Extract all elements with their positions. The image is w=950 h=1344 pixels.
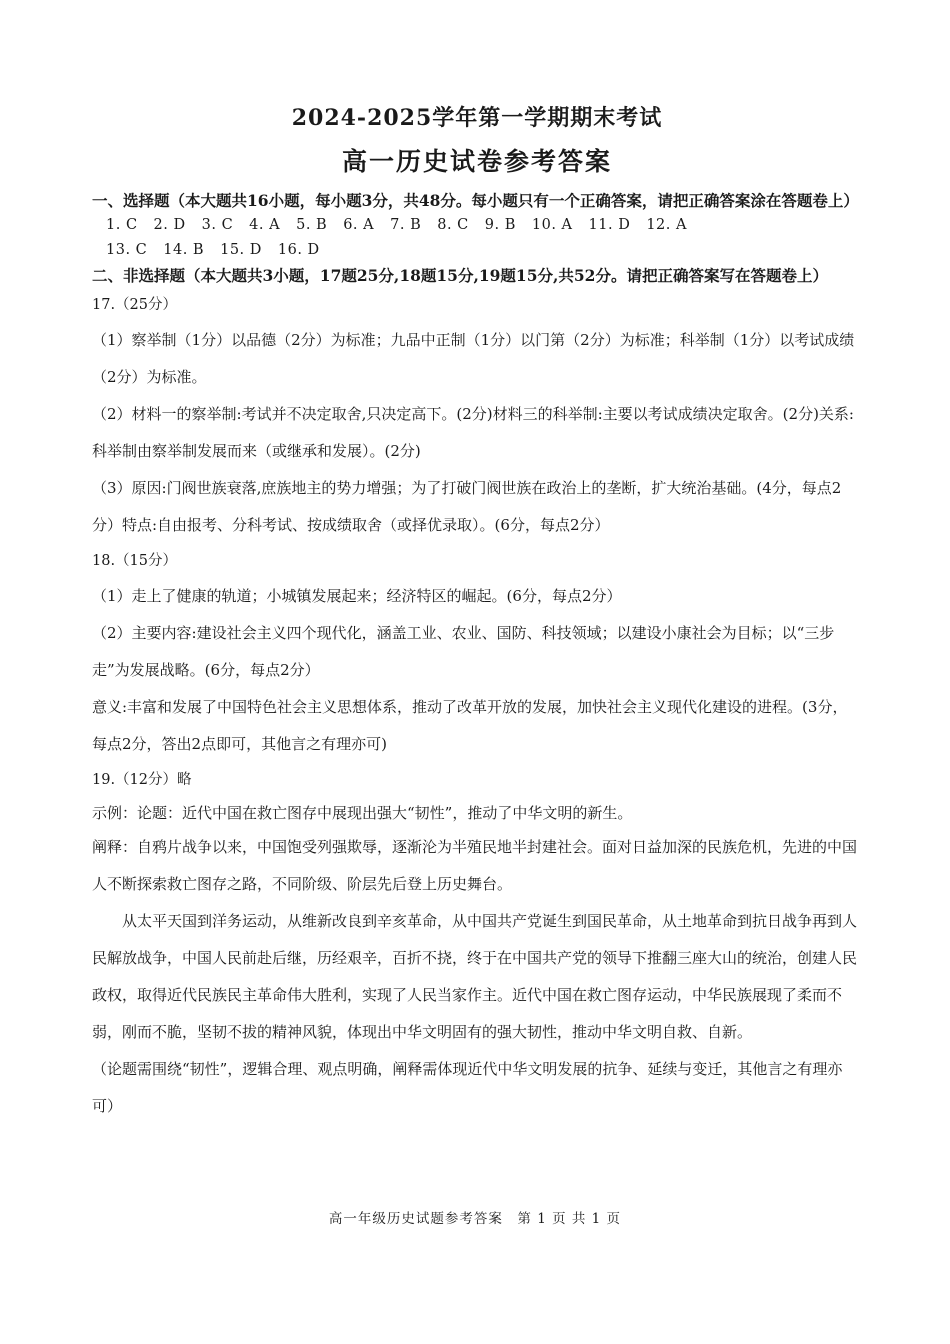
choice-answers-row1: [92, 213, 862, 238]
q17-part2: （2）材料一的察举制:考试并不决定取舍,只决定高下。(2分)材料三的科举制:主要以考试成绩决定取舍。(2分)关系:科举制由察举制发展而来（或继承和发展）。(2分): [92, 405, 854, 460]
answer-item: 1. C: [106, 217, 138, 233]
answer-item: 10. A: [531, 217, 573, 233]
answer-item: 15. D: [220, 242, 262, 258]
answer-item: 6. A: [343, 217, 375, 233]
answer-item: 9. B: [484, 217, 516, 233]
q18-number: 18.（15分）: [92, 553, 178, 569]
q17-part1: （1）察举制（1分）以品德（2分）为标准；九品中正制（1分）以门第（2分）为标准；科举制（1分）以考试成绩（2分）为标准。: [92, 331, 855, 386]
q19-number: 19.（12分）略: [92, 772, 192, 788]
q19-explanation: 阐释：自鸦片战争以来，中国饱受列强欺辱，逐渐沦为半殖民地半封建社会。面对日益加深的民族危机，先进的中国人不断探索救亡图存之路，不同阶级、阶层先后登上历史舞台。: [92, 838, 858, 893]
q18-significance: 意义:丰富和发展了中国特色社会主义思想体系，推动了改革开放的发展，加快社会主义现代化建设的进程。(3分，每点2分，答出2点即可，其他言之有理亦可): [92, 698, 848, 753]
section2-heading: 二、非选择题（本大题共3小题，17题25分,18题15分,19题15分,共52分。请把正确答案写在答题卷上）: [92, 266, 828, 285]
choice-answers-row2: [92, 238, 862, 263]
exam-title: 2024-2025学年第一学期期末考试: [291, 105, 663, 131]
answer-item: 11. D: [588, 217, 631, 233]
q19-grading-note: （论题需围绕“韧性”，逻辑合理、观点明确，阐释需体现近代中华文明发展的抗争、延续与变迁，其他言之有理亦可）: [92, 1060, 843, 1115]
answer-item: 5. B: [296, 217, 328, 233]
answer-item: 12. A: [646, 217, 687, 233]
answer-key-title: 高一历史试卷参考答案: [341, 147, 612, 176]
answer-item: 3. C: [201, 217, 234, 233]
q17-number: 17.（25分）: [92, 297, 178, 313]
q18-part2: （2）主要内容:建设社会主义四个现代化，涵盖工业、农业、国防、科技领域；以建设小康社会为目标；以“三步走”为发展战略。(6分，每点2分）: [92, 624, 835, 679]
q19-example: 示例：论题：近代中国在救亡图存中展现出强大“韧性”，推动了中华文明的新生。: [92, 804, 633, 822]
answer-item: 14. B: [163, 242, 205, 258]
q17-part3: （3）原因:门阀世族衰落,庶族地主的势力增强；为了打破门阀世族在政治上的垄断，扩大统治基础。(4分，每点2分）特点:自由报考、分科考试、按成绩取舍（或择优录取）。(6分，每点2分）: [92, 479, 842, 534]
section1-heading: 一、选择题（本大题共16小题，每小题3分，共48分。每小题只有一个正确答案，请把正确答案涂在答题卷上）: [92, 191, 859, 210]
answer-item: 7. B: [390, 217, 422, 233]
q19-paragraph: 从太平天国到洋务运动，从维新改良到辛亥革命，从中国共产党诞生到国民革命，从土地革命到抗日战争再到人民解放战争，中国人民前赴后继，历经艰辛，百折不挠，终于在中国共产党的领导下推翻三座大山的统治，创建人民政权，取得近代民族民主革命伟大胜利，实现了人民当家作主。近代中国在救亡图存运动，中华民族展现了柔而不弱，刚而不脆，坚韧不拔的精神风貌，体现出中华文明固有的强大韧性，推动中华文明自救、自新。: [92, 912, 858, 1041]
answer-sheet: [92, 98, 862, 1125]
page-footer: 高一年级历史试题参考答案 第 1 页 共 1 页: [328, 1211, 622, 1227]
q18-part1: （1）走上了健康的轨道；小城镇发展起来；经济特区的崛起。(6分，每点2分）: [92, 587, 622, 605]
answer-item: 4. A: [249, 217, 281, 233]
answer-item: 2. D: [153, 217, 186, 233]
answer-item: 13. C: [106, 242, 148, 258]
answer-item: 16. D: [277, 242, 320, 258]
answer-item: 8. C: [437, 217, 469, 233]
